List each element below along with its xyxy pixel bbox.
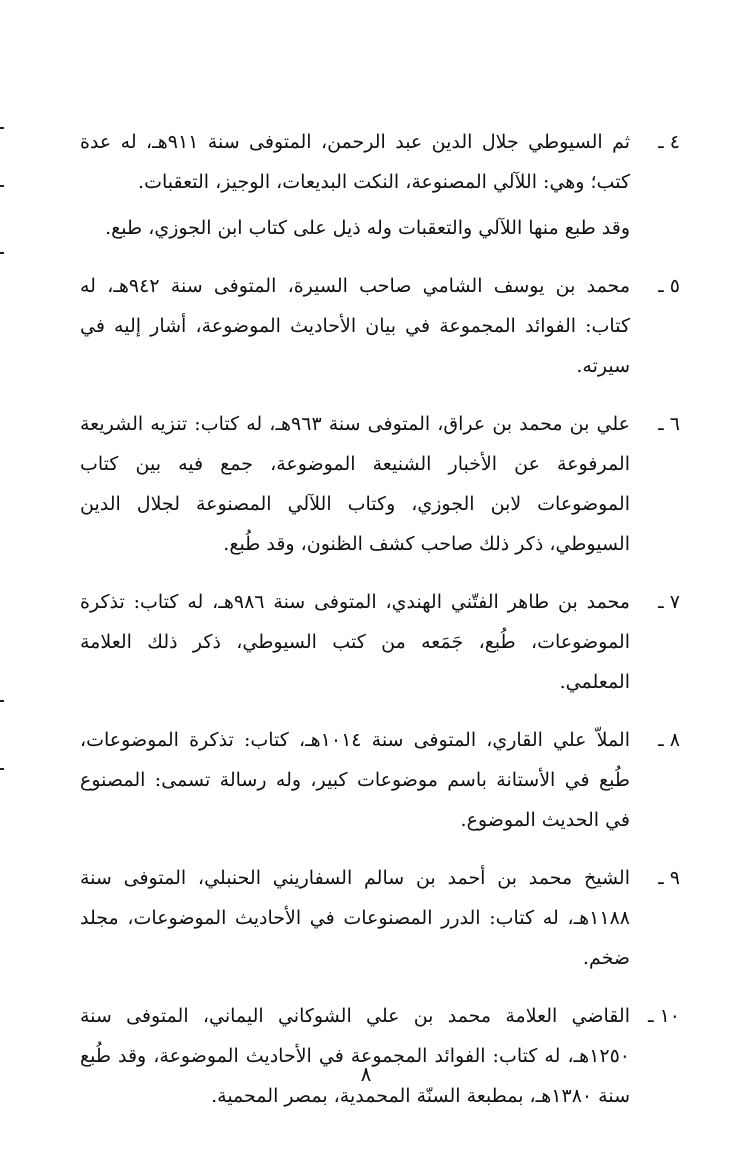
entry-text: ثم السيوطي جلال الدين عبد الرحمن، المتوفى سنة ٩١١هـ، له عدة كتب؛ وهي: اللآلي المصنوعة، النكت البديعات، الوجيز، التعقبات. (80, 131, 630, 193)
scan-artifact-mark (0, 768, 4, 770)
entry-10 (80, 996, 680, 1116)
entry-text: محمد بن يوسف الشامي صاحب السيرة، المتوفى سنة ٩٤٢هـ، له كتاب: الفوائد المجموعة في بيان الأحاديث الموضوعة، أشار إليه في سيرته. (80, 275, 631, 377)
entry-extra-text: وقد طبع منها اللآلي والتعقبات وله ذيل على كتاب ابن الجوزي، طبع. (105, 217, 630, 239)
entry-body (80, 582, 630, 702)
entry-number: ١٠ ـ (647, 1005, 680, 1027)
entry-text: القاضي العلامة محمد بن علي الشوكاني اليماني، المتوفى سنة ١٢٥٠هـ، له كتاب: الفوائد المجموعة في الأحاديث الموضوعة، وقد طُبع سنة ١٣٨٠هـ، بمطبعة السنّة المحمدية، بمصر المحمية. (80, 1005, 630, 1107)
entry-number: ٨ ـ (658, 729, 680, 751)
entry-body (80, 858, 630, 978)
entry-body (80, 266, 630, 386)
entries-list (80, 122, 680, 1134)
entry-text: علي بن محمد بن عراق، المتوفى سنة ٩٦٣هـ، له كتاب: تنزيه الشريعة المرفوعة عن الأخبار الشنيعة الموضوعة، جمع فيه بين كتاب الموضوعات لابن الجوزي، وكتاب اللآلي المصنوعة لجلال الدين السيوطي، ذكر ذلك صاحب كشف الظنون، وقد طُبع. (80, 413, 630, 555)
entry-body (80, 404, 630, 564)
entry-number: ٩ ـ (658, 867, 680, 889)
scan-artifact-mark (0, 185, 4, 187)
scan-artifact-mark (0, 127, 4, 129)
entry-body (80, 720, 630, 840)
entry-text: محمد بن طاهر الفتّني الهندي، المتوفى سنة ٩٨٦هـ، له كتاب: تذكرة الموضوعات، طُبع، جَمَعه من كتب السيوطي، ذكر ذلك العلامة المعلمي. (80, 591, 630, 693)
entry-text: الشيخ محمد بن أحمد بن سالم السفاريني الحنبلي، المتوفى سنة ١١٨٨هـ، له كتاب: الدرر المصنوعات في الأحاديث الموضوعات، مجلد ضخم. (80, 867, 630, 969)
entry-8 (80, 720, 680, 840)
scan-artifact-mark (0, 700, 4, 702)
entry-number: ٥ ـ (658, 275, 680, 297)
entry-7 (80, 582, 680, 702)
entry-number: ٧ ـ (658, 591, 680, 613)
entry-6 (80, 404, 680, 564)
entry-9 (80, 858, 680, 978)
page-number: ٨ (360, 1062, 372, 1086)
entry-body (80, 996, 630, 1116)
entry-number: ٦ ـ (658, 413, 680, 435)
scan-artifact-mark (0, 252, 4, 254)
entry-number: ٤ ـ (658, 131, 680, 153)
entry-5 (80, 266, 680, 386)
entry-text: الملاّ علي القاري، المتوفى سنة ١٠١٤هـ، كتاب: تذكرة الموضوعات، طُبع في الأستانة باسم موضوعات كبير، وله رسالة تسمى: المصنوع في الحديث الموضوع. (80, 729, 630, 831)
entry-4 (80, 122, 680, 248)
entry-body (80, 122, 630, 248)
